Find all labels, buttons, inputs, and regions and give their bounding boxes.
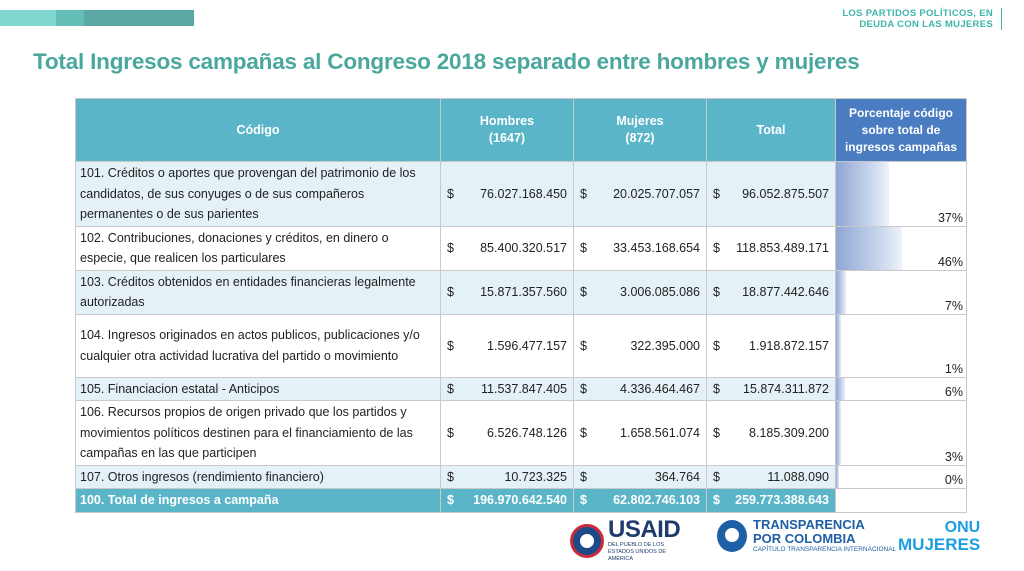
row-percentage [836, 226, 967, 270]
total-percentage-empty [836, 489, 967, 513]
amount-value: 76.027.168.450 [480, 186, 567, 201]
amount-value: 1.658.561.074 [620, 425, 700, 440]
onu-mujeres-logo [898, 520, 980, 553]
row-mujeres-amount [574, 314, 707, 377]
currency-symbol: $ [580, 285, 587, 299]
transparencia-line1: TRANSPARENCIA [753, 517, 865, 532]
percentage-databar [836, 227, 902, 270]
row-description: 105. Financiacion estatal - Anticipos [76, 377, 441, 401]
currency-symbol: $ [580, 425, 587, 440]
transparencia-line2: POR COLOMBIA [753, 531, 856, 546]
currency-symbol: $ [713, 493, 720, 508]
row-description: 102. Contribuciones, donaciones y créditos, en dinero o especie, que realicen los particulares [76, 226, 441, 270]
header-mujeres-label: Mujeres [616, 114, 664, 128]
amount-value: 11.088.090 [767, 469, 829, 484]
header-pct-line: Porcentaje código [848, 105, 954, 120]
row-total-amount [707, 162, 836, 227]
header-codigo: Código [76, 99, 441, 162]
currency-symbol: $ [447, 241, 454, 255]
row-percentage [836, 314, 967, 377]
amount-value: 1.918.872.157 [749, 338, 829, 353]
brand-tagline [842, 8, 1002, 30]
transparencia-emblem-icon [717, 520, 747, 552]
row-percentage [836, 401, 967, 466]
row-mujeres-amount [574, 401, 707, 466]
sponsor-logos [570, 516, 1020, 566]
amount-value: 1.596.477.157 [487, 338, 567, 353]
header-pct-line: sobre total de [861, 122, 941, 137]
table-row [76, 226, 967, 270]
header-hombres-label: Hombres [479, 114, 535, 128]
amount-value: 364.764 [654, 469, 700, 484]
transparencia-subtitle: CAPÍTULO TRANSPARENCIA INTERNACIONAL [753, 546, 897, 553]
amount-value: 6.526.748.126 [487, 425, 567, 440]
usaid-subtitle: DEL PUEBLO DE LOS ESTADOS UNIDOS DE AMÉRICA [608, 542, 666, 562]
amount-value: 196.970.642.540 [473, 493, 567, 508]
accent-segment [84, 10, 194, 26]
currency-symbol: $ [447, 381, 454, 396]
row-hombres-amount [441, 162, 574, 227]
row-description: 103. Créditos obtenidos en entidades financieras legalmente autorizadas [76, 270, 441, 314]
amount-value: 11.537.847.405 [481, 381, 567, 396]
percentage-label: 1% [944, 361, 963, 376]
row-total-amount [707, 401, 836, 466]
header-total: Total [707, 99, 836, 162]
currency-symbol: $ [580, 493, 587, 508]
row-mujeres-amount [574, 270, 707, 314]
currency-symbol: $ [580, 338, 587, 353]
row-description: 106. Recursos propios de origen privado que los partidos y movimientos políticos destinen para el financiamiento de las campañas en las que participen [76, 401, 441, 466]
percentage-databar [836, 378, 845, 401]
row-description: 101. Créditos o aportes que provengan del patrimonio de los candidatos, de sus conyuges o de sus compañeros permanentes o de sus parientes [76, 162, 441, 227]
table-header-row [76, 99, 967, 162]
amount-value: 4.336.464.467 [620, 381, 700, 396]
header-mujeres-count: (872) [625, 131, 655, 145]
row-mujeres-amount [574, 226, 707, 270]
header-hombres [441, 99, 574, 162]
table-row [76, 401, 967, 466]
currency-symbol: $ [713, 241, 720, 255]
currency-symbol: $ [447, 469, 454, 484]
percentage-databar [836, 162, 889, 226]
usaid-seal-icon [570, 524, 604, 558]
percentage-databar [836, 466, 839, 489]
row-total-amount [707, 377, 836, 401]
header-porcentaje [836, 99, 967, 162]
percentage-label: 7% [944, 298, 963, 313]
table-row [76, 314, 967, 377]
amount-value: 118.853.489.171 [736, 241, 829, 255]
currency-symbol: $ [447, 425, 454, 440]
table-row [76, 377, 967, 401]
row-mujeres-amount [574, 162, 707, 227]
header-pct-line: ingresos campañas [844, 139, 958, 154]
percentage-databar [836, 315, 841, 377]
onu-line1: ONU [944, 519, 981, 536]
percentage-databar [836, 271, 846, 314]
table-row [76, 270, 967, 314]
table-row [76, 465, 967, 489]
row-percentage [836, 162, 967, 227]
currency-symbol: $ [580, 469, 587, 484]
row-hombres-amount [441, 270, 574, 314]
amount-value: 18.877.442.646 [742, 285, 829, 299]
amount-value: 62.802.746.103 [613, 493, 700, 508]
table-row [76, 162, 967, 227]
total-description: 100. Total de ingresos a campaña [76, 489, 441, 513]
amount-value: 322.395.000 [630, 338, 700, 353]
row-mujeres-amount [574, 377, 707, 401]
currency-symbol: $ [713, 469, 720, 484]
amount-value: 85.400.320.517 [480, 241, 567, 255]
row-description: 107. Otros ingresos (rendimiento financiero) [76, 465, 441, 489]
currency-symbol: $ [713, 338, 720, 353]
row-hombres-amount [441, 377, 574, 401]
row-percentage [836, 465, 967, 489]
amount-value: 3.006.085.086 [620, 285, 700, 299]
usaid-name: USAID [608, 516, 681, 543]
amount-value: 20.025.707.057 [613, 186, 700, 201]
currency-symbol: $ [713, 381, 720, 396]
row-hombres-amount [441, 401, 574, 466]
currency-symbol: $ [580, 241, 587, 255]
currency-symbol: $ [447, 285, 454, 299]
row-percentage [836, 377, 967, 401]
currency-symbol: $ [713, 186, 720, 201]
amount-value: 10.723.325 [504, 469, 567, 484]
row-hombres-amount [441, 314, 574, 377]
top-accent-bar [0, 10, 194, 26]
percentage-label: 37% [937, 210, 963, 225]
row-total-amount [707, 465, 836, 489]
amount-value: 33.453.168.654 [613, 241, 700, 255]
amount-value: 259.773.388.643 [735, 493, 829, 508]
row-percentage [836, 270, 967, 314]
brand-line: LOS PARTIDOS POLÍTICOS, EN [842, 8, 993, 19]
row-total-amount [707, 226, 836, 270]
transparencia-logo [717, 518, 896, 554]
row-total-amount [707, 314, 836, 377]
percentage-label: 46% [937, 254, 963, 269]
percentage-databar [836, 401, 841, 465]
percentage-label: 0% [944, 473, 963, 487]
header-mujeres [574, 99, 707, 162]
total-total-amount [707, 489, 836, 513]
amount-value: 8.185.309.200 [749, 425, 829, 440]
income-table [75, 98, 967, 513]
page-title: Total Ingresos campañas al Congreso 2018 separado entre hombres y mujeres [33, 49, 860, 74]
row-description: 104. Ingresos originados en actos publicos, publicaciones y/o cualquier otra actividad lucrativa del partido o movimiento [76, 314, 441, 377]
row-total-amount [707, 270, 836, 314]
row-hombres-amount [441, 226, 574, 270]
currency-symbol: $ [447, 186, 454, 201]
currency-symbol: $ [447, 338, 454, 353]
usaid-logo [570, 518, 688, 563]
percentage-label: 6% [944, 385, 963, 399]
row-hombres-amount [441, 465, 574, 489]
row-mujeres-amount [574, 465, 707, 489]
currency-symbol: $ [580, 186, 587, 201]
amount-value: 15.871.357.560 [480, 285, 567, 299]
amount-value: 15.874.311.872 [743, 381, 829, 396]
amount-value: 96.052.875.507 [742, 186, 829, 201]
accent-segment [56, 10, 84, 26]
currency-symbol: $ [713, 285, 720, 299]
currency-symbol: $ [447, 493, 454, 508]
total-mujeres-amount [574, 489, 707, 513]
currency-symbol: $ [580, 381, 587, 396]
onu-line2: MUJERES [898, 535, 981, 554]
header-hombres-count: (1647) [488, 131, 526, 145]
currency-symbol: $ [713, 425, 720, 440]
total-hombres-amount [441, 489, 574, 513]
brand-line: DEUDA CON LAS MUJERES [859, 19, 993, 30]
percentage-label: 3% [944, 449, 963, 464]
table-total-row [76, 489, 967, 513]
accent-segment [0, 10, 56, 26]
